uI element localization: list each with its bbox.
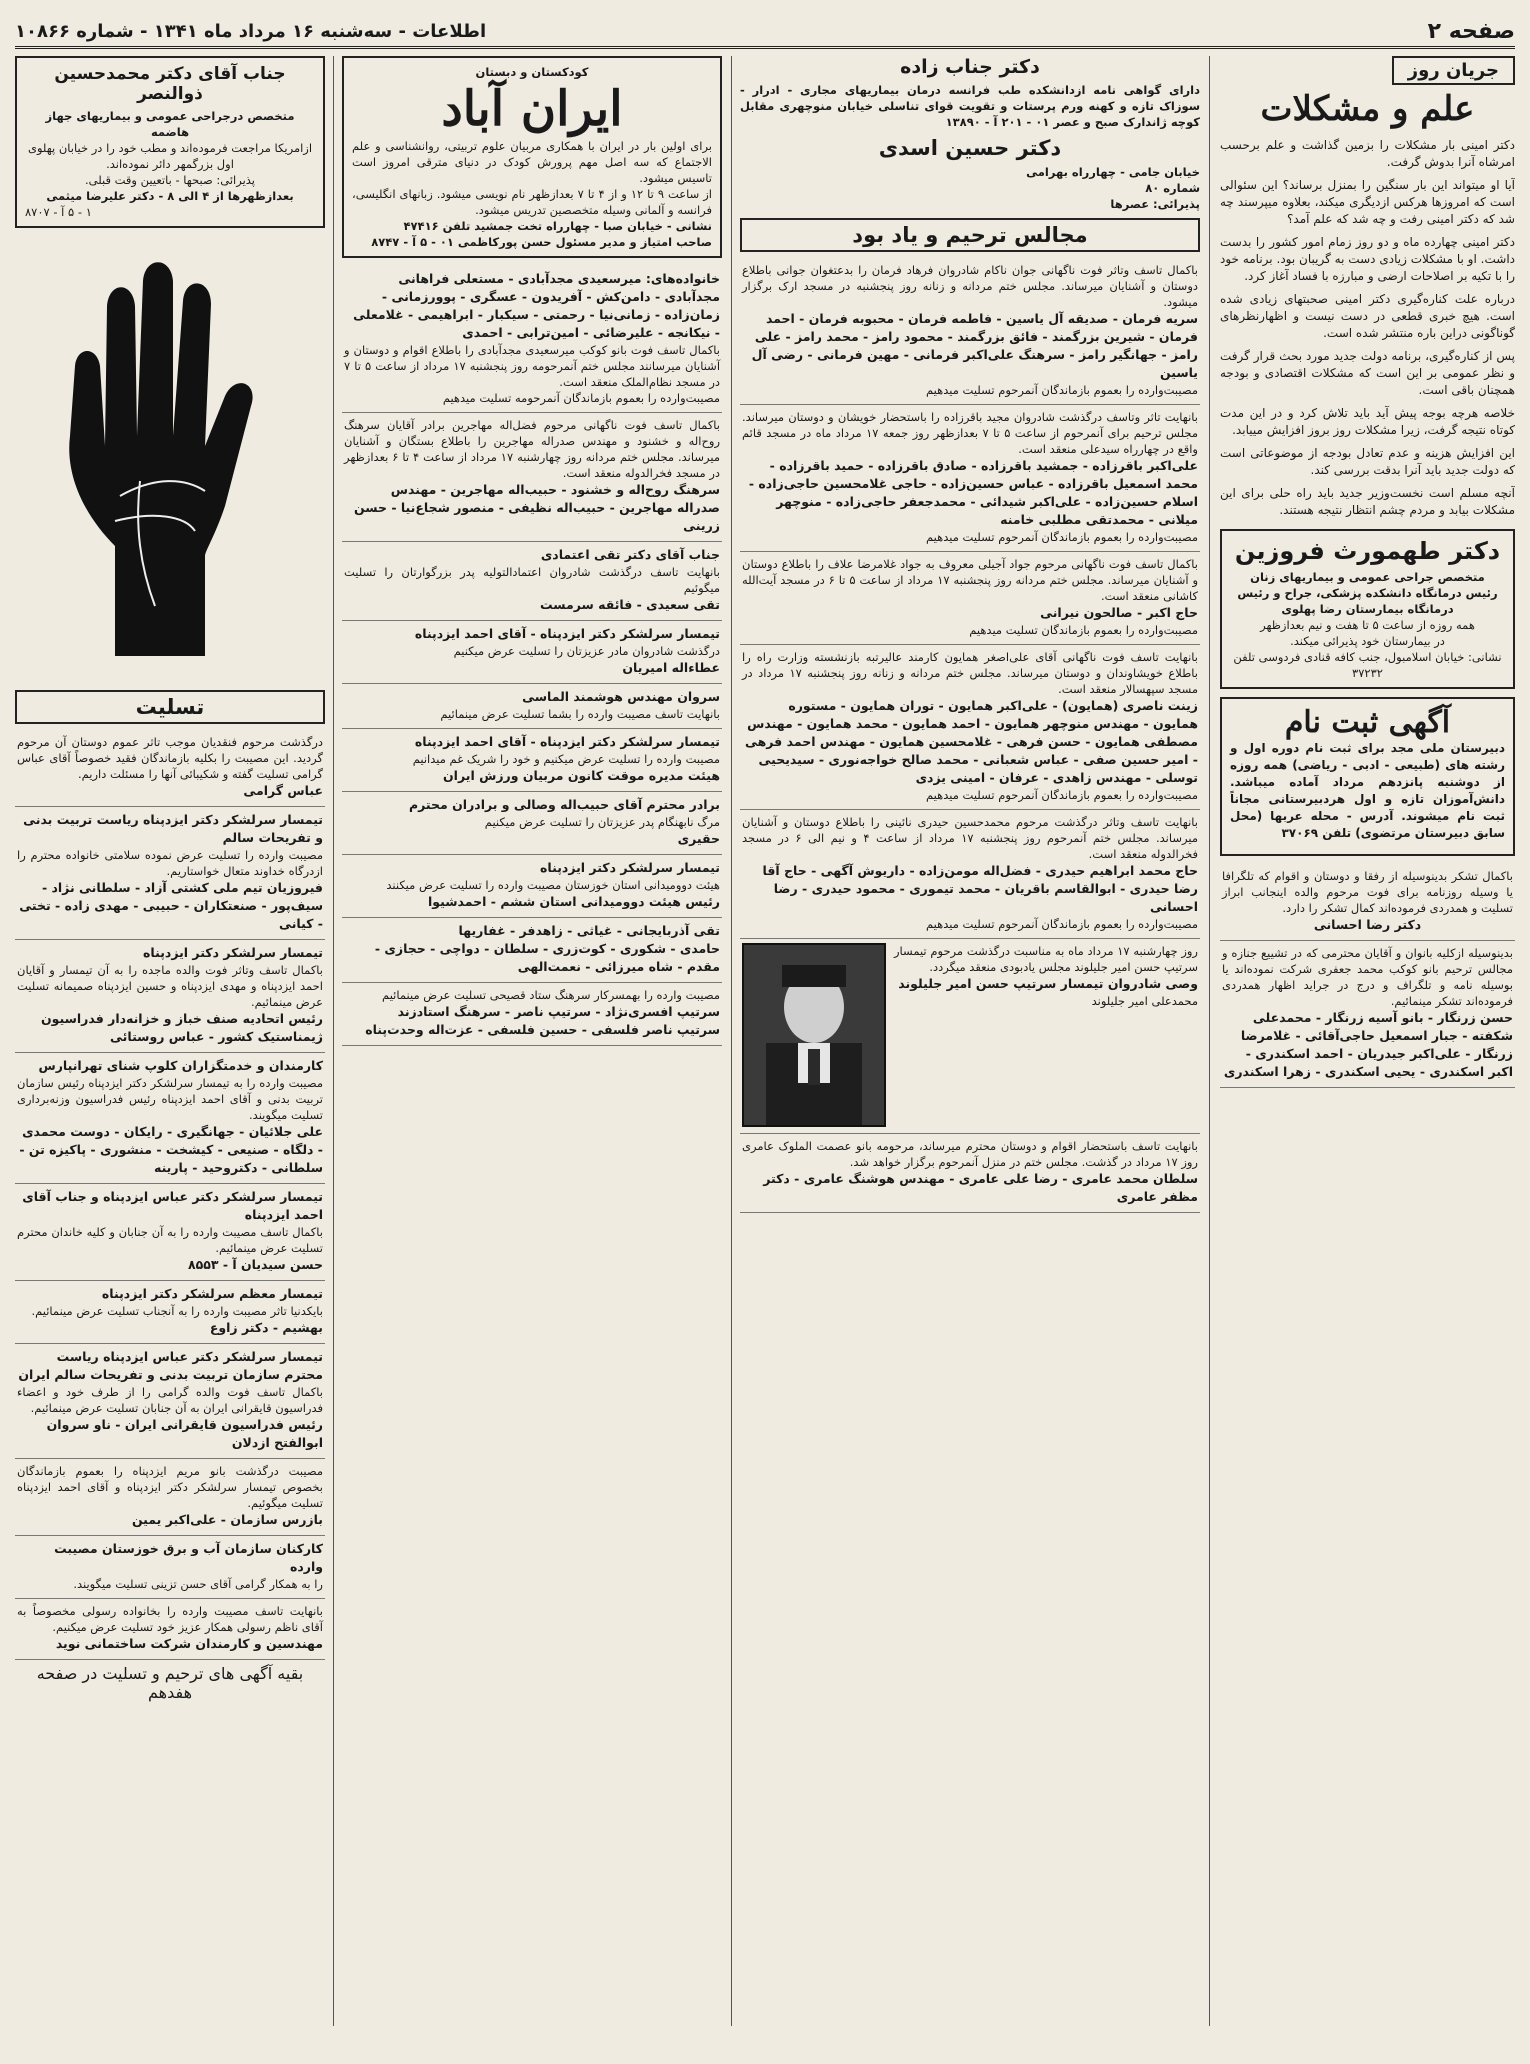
condolence-head: تقی آذربایجانی - غیاثی - زاهدفر - غفاریها (458, 923, 720, 938)
school-line: نشانی - خیابان صبا - چهارراه تخت جمشید تلفن ۴۷۴۱۶ (403, 219, 712, 233)
condolence-signature: فیروزیان تیم ملی کشتی آزاد - سلطانی نژاد - سیف‌پور - صنعتکاران - حبیبی - مهدی زاده - تختی - کیانی (19, 880, 323, 931)
condolence-text: مصیبت درگذشت بانو مریم ایزدپناه را بعموم بازماندگان بخصوص تیمسار سرلشکر دکتر ایزدپناه و آقای احمد ایزدپناه تسلیت میگوئیم. (17, 1464, 323, 1510)
column-right (1220, 56, 1515, 2026)
condolence-text: باکمال تاسف مصیبت وارده را به آن جنابان و کلیه خاندان محترم تسلیت عرض مینمائیم. (17, 1225, 323, 1255)
obituary-text: باکمال تاسف وتاثر فوت ناگهانی جوان ناکام شادروان فرهاد فرمان را بدعتغوان جوانی باطلاع دوستان و آشنایان میرساند. مجلس ختم مردانه و زنانه روز پنجشنبه در مسجد ارک برگزار میشود. (742, 263, 1198, 309)
condolence (15, 1459, 325, 1536)
clinic-line: در بیمارستان خود پذیرائی میکند. (1290, 634, 1445, 648)
registration-text: دبیرستان ملی مجد برای ثبت نام دوره اول و رشته های (طبیعی - ادبی - ریاضی) همه روزه از دوشنبه پانزدهم مرداد آماده میباشد. دانش‌آموزان تازه و اول هردبیرستانی مجاناً ثبت نام میشوند. آدرس - محله عربها (محل سابق دبیرستان مرتضوی) تلفن ۳۷۰۶۹ (1230, 741, 1505, 840)
column-mid-right (740, 56, 1200, 2026)
hand-icon (45, 246, 295, 666)
obituary-footer: مصیبت‌وارده را بعموم بازماندگان آنمرحومه تسلیت میدهیم (442, 391, 720, 405)
condolence (342, 918, 722, 983)
clinic-ad (1220, 529, 1515, 689)
obituary-footer: مصیبت‌وارده را بعموم بازماندگان آنمرحوم تسلیت میدهیم (926, 530, 1198, 544)
condolence-signature: بهشیم - دکتر زاوع (209, 1320, 323, 1335)
obituary-names: وصی شادروان تیمسار سرتیپ حسن امیر جلیلوند (898, 976, 1198, 991)
obituary (740, 810, 1200, 939)
obituary-names: حاج اکبر - صالحون نیرانی (1040, 605, 1198, 620)
condolence-signature: تقی سعیدی - فائقه سرمست (540, 597, 720, 612)
condolence-signature: عطاءاله امیریان (622, 660, 720, 675)
condolence-head: تیمسار معظم سرلشکر دکتر ایزدپناه (101, 1286, 323, 1301)
memorial-banner: مجالس ترحیم و یاد بود (740, 218, 1200, 252)
condolence (342, 729, 722, 792)
obituary-footer: محمدعلی امیر جلیلوند (1091, 994, 1198, 1008)
clinic-line: درمانگاه بیمارستان رضا پهلوی (1281, 602, 1454, 616)
school-line: صاحب امتیاز و مدیر مسئول حسن پورکاظمی ۰۱ - ۵ آ - ۸۷۴۷ (371, 235, 712, 249)
condolence-signature: هیئت مدیره موقت کانون مربیان ورزش ایران (443, 768, 720, 783)
condolence-signature: بازرس سازمان - علی‌اکبر یمین (131, 1512, 323, 1527)
obituary (740, 939, 1200, 1134)
condolence (15, 1184, 325, 1281)
condolence-text: باکمال تاسف وتاثر فوت والده ماجده را به آن تیمسار و آقایان احمد ایزدپناه و مهدی ایزدپناه و حسین ایزدپناه صمیمانه تسلیت عرض مینمائیم. (17, 963, 323, 1009)
obituary (740, 258, 1200, 405)
condolence-signature: حسن سیدیان آ - ۸۵۵۳ (187, 1257, 323, 1272)
condolence (342, 792, 722, 855)
condolence (15, 1344, 325, 1459)
obituary-names: سلطان محمد عامری - رضا علی عامری - مهندس هوشنگ عامری - دکتر مظفر عامری (763, 1171, 1198, 1204)
column-rule (1209, 56, 1210, 2026)
condolence-signature: رئیس فدراسیون قایقرانی ایران - ناو سروان ابوالفتح ازدلان (46, 1417, 323, 1450)
surgeon-ad (15, 56, 325, 228)
article-paragraph: آنچه مسلم است نخست‌وزیر جدید باید راه حلی برای این مشکلات بیابد و مردم چشم انتظار نتیجه هستند. (1220, 486, 1515, 517)
school-kicker: کودکستان و دبستان (475, 65, 589, 79)
portrait-photo (742, 943, 886, 1127)
condolence-head: سرتیپ افسری‌نژاد - سرتیپ ناصر - سرهنگ استادزند (397, 1004, 720, 1019)
obituary (342, 266, 722, 413)
condolence-head: تیمسار سرلشکر دکتر ایزدپناه ریاست تربیت بدنی و تفریحات سالم (23, 812, 323, 845)
article-paragraph: خلاصه هرچه بوجه پیش آید باید تلاش کرد و در این مدت کوتاه نتیجه گرفت، زیرا مشکلات روز بروز افزایش مییابد. (1220, 406, 1515, 437)
condolence-signature: رئیس اتحادیه صنف خباز و خزانه‌دار فدراسیون ژیمناستیک کشور - عباس روستائی (40, 1011, 323, 1044)
palm-illustration (15, 236, 325, 676)
doctor2-line: شماره ۸۰ (1145, 181, 1200, 195)
clinic-title: دکتر طهمورث فروزین (1234, 537, 1501, 565)
obituary-text: روز چهارشنبه ۱۷ مرداد ماه به مناسبت درگذشت مرحوم تیمسار سرتیپ حسن امیر جلیلوند مجلس یادبودی منعقد میگردد. (894, 944, 1198, 974)
registration-ad (1220, 697, 1515, 856)
article-body (1220, 137, 1515, 519)
school-line: از ساعت ۹ تا ۱۲ و از ۴ تا ۷ بعدازظهر نام نویسی میشود. زبانهای انگلیسی، فرانسه و آلمانی وسیله متخصصین تدریس میشود. (352, 187, 712, 217)
portrait-image (744, 945, 884, 1125)
doctor2-line: پذیرائی: عصرها (1110, 197, 1200, 211)
condolence-text: مصیبت وارده را بهمسرکار سرهنگ ستاد قصیحی تسلیت عرض مینمائیم (382, 988, 720, 1002)
column-rule (333, 56, 334, 2026)
doctor2-line: خیابان جامی - چهارراه بهرامی (1026, 165, 1200, 179)
obituary-names: علی‌اکبر باقرزاده - جمشید باقرزاده - صادق باقرزاده - حمید باقرزاده - محمد اسمعیل باقرزاده - عباس حسین‌زاده - حاجی غلامحسین حاجی‌زاده - اسلام حسین‌زاده - علی‌اکبر شیدائی - محمدجعفر حاجی‌زاده - منوچهر میلانی - محمدتقی مطلبی خامنه (748, 458, 1198, 527)
thanks-names: حسن زرنگار - بانو آسیه زرنگار - محمدعلی شکفته - جبار اسمعیل حاجی‌آقائی - غلامرضا زرنگار - علی‌اکبر جیدریان - احمد اسکندری - اکبر اسکندری - یحیی اسکندری - زهرا اسکندری (1223, 1010, 1513, 1079)
column-rule (731, 56, 732, 2026)
condolence (15, 1536, 325, 1599)
condolence-text: حامدی - شکوری - کوت‌زری - سلطان - دواچی - حجازی - مقدم - شاه میرزائی - نعمت‌الهی (374, 941, 720, 974)
article-headline: علم و مشکلات (1260, 89, 1475, 129)
obituary-families: خانواده‌های: میرسعیدی مجدآبادی - مستعلی فراهانی مجدآبادی - دامن‌کش - آفریدون - عسگری - پوورزمانی - زمان‌زاده - زمانی‌نیا - رحمتی - سیکبار - ابراهیمی - غلامعلی - نیکانجه - علیرضائی - امین‌ترابی - احمدی (353, 271, 720, 340)
obituary-text: بانهایت تاثر وتاسف درگذشت شادروان مجید باقرزاده را باستحضار خویشان و دوستان میرساند. مجلس ترحیم برای آنمرحوم از ساعت ۵ تا ۷ بعدازظهر روز جمعه ۱۷ مرداد ماه در مسجد قائم واقع در چهارراه سیدعلی منعقد است. (742, 410, 1198, 456)
thanks-text: بدینوسیله ازکلیه بانوان و آقایان محترمی که در تشییع جنازه و مجالس ترحیم بانو کوکب محمد جعفری شرکت نموده‌اند یا بوسیله نامه و تلگراف و درج در جراید اظهار همدردی فرموده‌اند تشکر مینمائیم. (1222, 946, 1513, 1008)
condolence-signature: عباس گرامی (243, 783, 323, 798)
article-paragraph: دکتر امینی بار مشکلات را بزمین گذاشت و علم برحسب امرشاه آنرا بدوش گرفت. (1220, 138, 1515, 169)
masthead (15, 16, 1515, 49)
condolence-text: بانهایت تاسف درگذشت شادروان اعتمادالتولیه پدر بزرگوارتان را تسلیت میگوئیم (344, 565, 720, 595)
obituary-names: حاج محمد ابراهیم حیدری - فضل‌اله مومن‌زاده - داریوش آگهی - حاج آقا رضا حیدری - ابوالقاسم باقریان - محمد تیموری - محمود حیدری - رضا احسانی (762, 863, 1198, 914)
condolence-text: درگذشت مرحوم فنقدیان موجب تاثر عموم دوستان آن مرحوم گردید. این مصیبت را بکلیه بازماندگان فقید خصوصاً آقای عباس گرامی تسلیت گفته و شکیبائی آنها را مسئلت داریم. (17, 735, 323, 781)
condolence-text: بانهایت تاسف مصیبت وارده را بشما تسلیت عرض مینمائیم (440, 707, 720, 721)
condolence (15, 807, 325, 940)
condolence-signature: علی جلائیان - جهانگیری - رایکان - دوست محمدی - دلگاه - صنیعی - کیشخت - منشوری - پاکیزه تن - سلطانی - دکتروحید - پارینه (19, 1124, 323, 1175)
article-paragraph: پس از کناره‌گیری، برنامه دولت جدید مورد بحث قرار گرفت و نظر عمومی بر این است که مشکلات اقتصادی و بودجه همچنان باقی است. (1220, 349, 1515, 397)
condolence-text: مصیبت وارده را به تیمسار سرلشکر دکتر ایزدپناه رئیس سازمان تربیت بدنی و آقای احمد ایزدپناه رئیس فدراسیون وزنه‌برداری تسلیت میگویند. (17, 1076, 323, 1122)
page-label: صفحه ۲ (1427, 18, 1515, 44)
obituary-footer: مصیبت‌وارده را بعموم بازماندگان آنمرحوم تسلیت میدهیم (926, 917, 1198, 931)
condolence (342, 684, 722, 729)
obituary (740, 405, 1200, 552)
condolence-text: مصیبت وارده را تسلیت عرض میکنیم و خود را شریک غم میدانیم (412, 752, 720, 766)
obituary-names: زینت ناصری (همایون) - علی‌اکبر همایون - توران همایون - مستوره همایون - مهندس منوچهر همایون - احمد همایون - محمد همایون - مهندس مصطفی همایون - حسن فرهی - غلامحسین همایون - مهندس احمد فرهی - امیر حسین صفی - عباس شعبانی - محمد صالح خواجه‌نوری - سیدیحیی توسلی - مهندس زاهدی - عرفان - امینی یزدی (744, 698, 1198, 785)
obituary (740, 645, 1200, 810)
school-line: برای اولین بار در ایران با همکاری مربیان علوم تربیتی، روانشناسی و علم الاجتماع که سه اصل مهم پرورش کودک در دنیای مترقی امروز است تاسیس میشود. (352, 139, 712, 185)
thanks-notice (1220, 941, 1515, 1088)
clinic-line: متخصص جراحی عمومی و بیماریهای زنان (1250, 570, 1485, 584)
condolence-text: مصیبت وارده را تسلیت عرض نموده سلامتی خانواده محترم را ازدرگاه خداوند متعال خواستاریم. (17, 848, 323, 878)
condolence (15, 1599, 325, 1660)
condolence (342, 542, 722, 621)
condolence-text: بایکدنیا تاثر مصیبت وارده را به آنجناب تسلیت عرض مینمائیم. (31, 1304, 323, 1318)
condolence-head: جناب آقای دکتر تقی اعتمادی (540, 547, 720, 562)
obituary-text: باکمال تاسف فوت بانو کوکب میرسعیدی مجدآبادی را باطلاع اقوام و دوستان و آشنایان میرسانند مجلس ختم آنمرحومه روز پنجشنبه ۱۷ مرداد از ساعت ۵ تا ۷ در مسجد نظام‌الملک منعقد است. (344, 343, 721, 389)
clinic-line: همه روزه از ساعت ۵ تا هفت و نیم بعدازظهر (1260, 618, 1475, 632)
newspaper-page (15, 16, 1515, 2026)
column-left (15, 56, 325, 2026)
condolence (15, 1281, 325, 1344)
thanks-text: باکمال تشکر بدینوسیله از رفقا و دوستان و اقوام که تلگرافا یا وسیله روزنامه برای فوت مرحوم والده اینجانب ابراز تسلیت و همدردی فرموده‌اند کمال تشکر را دارد. (1222, 869, 1513, 915)
condolence-banner: تسلیت (15, 690, 325, 724)
obituary-text: بانهایت تاسف وتاثر درگذشت مرحوم محمدحسین حیدری نائینی را باطلاع دوستان و آشنایان میرساند. مجلس ختم آنمرحوم روز پنجشنبه ۱۷ مرداد از ساعت ۴ و نیم الی ۶ در مسجد فخرالدوله منعقد است. (742, 815, 1198, 861)
obituary (740, 552, 1200, 645)
article-paragraph: این افزایش هزینه و عدم تعادل بودجه از موضوعاتی است که دولت جدید باید آنرا بدقت بررسی کند. (1220, 446, 1515, 477)
article-paragraph: دکتر امینی چهارده ماه و دو روز زمام امور کشور را بدست داشت. او با مشکلات زیادی دست به گریبان بود. برنامه خود را با تکیه بر اصلاحات ارضی و مبارزه با فساد آغاز کرد. (1220, 235, 1515, 283)
condolence-head: تیمسار سرلشکر دکتر عباس ایزدپناه ریاست محترم سازمان تربیت بدنی و تفریحات سالم ایران (18, 1349, 323, 1382)
condolence-signature: حقیری (677, 831, 720, 846)
condolence (342, 855, 722, 918)
clinic-line: نشانی: خیابان اسلامبول، جنب کافه قنادی فردوسی تلفن ۳۷۲۳۲ (1233, 650, 1502, 680)
surgeon-line: ازامریکا مراجعت فرموده‌اند و مطب خود را در خیابان پهلوی اول بزرگمهر دائر نموده‌اند. (27, 141, 313, 171)
obituary-text: بانهایت تاسف باستحضار اقوام و دوستان محترم میرساند، مرحومه بانو عصمت الملوک عامری روز ۱۷ مرداد در گذشت. مجلس ختم در منزل آنمرحوم برگزار خواهد شد. (742, 1139, 1198, 1169)
condolence-head: تیمسار سرلشکر دکتر ایزدپناه (143, 945, 323, 960)
doctor-text: دارای گواهی نامه ازدانشکده طب فرانسه درمان بیماریهای مجاری - ادرار - سوزاک تازه و کهنه ورم پرستات و تقویت قوای تناسلی خیابان منوچهری مقابل کوچه ژاندارک صبح و عصر ۰۱ - ۲۰۱ آ - ۱۳۸۹۰ (740, 83, 1200, 129)
condolence-text: بانهایت تاسف مصیبت وارده را بخانواده رسولی مخصوصاً به آقای ناظم رسولی همکار عزیز خود تسلیت عرض میکنیم. (17, 1604, 323, 1634)
school-title: ایران آباد (441, 81, 623, 137)
obituary-names: سریه فرمان - صدیقه آل یاسین - فاطمه فرمان - محبوبه فرمان - احمد فرمان - شیرین بزرگمند - فائق بزرگمند - محمود رامز - محمد رامز - علی رامز - جهانگیر رامز - سرهنگ علی‌اکبر فرمانی - مهین فرمانی - رضی آل یاسین (751, 311, 1198, 380)
surgeon-line: متخصص درجراحی عمومی و بیماریهای جهاز هاضمه (45, 109, 295, 139)
school-ad (342, 56, 722, 258)
doctor-title: دکتر جناب زاده (900, 56, 1040, 78)
condolence (15, 1053, 325, 1184)
condolence-head: سروان مهندس هوشمند الماسی (522, 689, 720, 704)
surgeon-line: ۱ - ۵ آ - ۸۷۰۷ (25, 205, 92, 219)
registration-title: آگهی ثبت نام (1284, 705, 1451, 740)
surgeon-title: جناب آقای دکتر محمدحسین ذوالنصر (54, 64, 286, 104)
condolence-head: تیمسار سرلشکر دکتر ایزدپناه - آقای احمد ایزدپناه (414, 734, 720, 749)
obituary-text: باکمال تاسف فوت ناگهانی مرحوم جواد آجیلی معروف به جواد غلامرضا علاف را باطلاع دوستان و آشنایان میرساند. مجلس ختم مردانه روز پنجشنبه ۱۷ مرداد از ساعت ۵ تا ۶ در مسجد آیت‌الله کاشانی منعقد است. (742, 557, 1198, 603)
column-mid-left (342, 56, 722, 2026)
obituary (740, 1134, 1200, 1213)
condolence-text: را به همکار گرامی آقای حسن تزینی تسلیت میگویند. (73, 1577, 323, 1591)
masthead-info: اطلاعات - سه‌شنبه ۱۶ مرداد ماه ۱۳۴۱ - شماره ۱۰۸۶۶ (15, 20, 487, 42)
condolence (15, 940, 325, 1053)
condolence-signature: رئیس هیئت دوومیدانی استان ششم - احمدشیوا (428, 894, 720, 909)
thanks-notice (1220, 864, 1515, 941)
condolence (15, 730, 325, 807)
obituary-footer: مصیبت‌وارده را بعموم بازماندگان آنمرحوم تسلیت میدهیم (926, 383, 1198, 397)
clinic-line: رئیس درمانگاه دانشکده پزشکی، جراح و رئیس (1237, 586, 1498, 600)
obituary (342, 413, 722, 542)
obituary-footer: مصیبت‌وارده را بعموم بازماندگان تسلیت میدهیم (969, 623, 1198, 637)
condolence-text: درگذشت شادروان مادر عزیزتان را تسلیت عرض میکنیم (453, 644, 720, 658)
condolence-head: تیمسار سرلشکر دکتر عباس ایزدپناه و جناب آقای احمد ایزدپناه (22, 1189, 323, 1222)
obituary-names: سرهنگ روح‌اله و خشنود - حبیب‌اله مهاجرین - مهندس صدراله مهاجرین - حبیب‌اله نظیفی - منصور شجاع‌نیا - حسن زرینی (353, 482, 720, 533)
obituary-footer: مصیبت‌وارده را بعموم بازماندگان آنمرحوم تسلیت میدهیم (926, 788, 1198, 802)
doctor2-title: دکتر حسین اسدی (878, 136, 1062, 160)
thanks-signature: دکتر رضا احسانی (1313, 917, 1422, 932)
condolence-text: هیئت دوومیدانی استان خوزستان مصیبت وارده را تسلیت عرض میکنند (386, 878, 720, 892)
article-paragraph: آیا او میتواند این بار سنگین را بمنزل برساند؟ این سئوالی است که امروزها هرکس ازدیگری میکند، بعلاوه میپرسند چه شد که دکتر امینی رفت و چه شد که علم آمد؟ (1220, 178, 1515, 226)
condolence-signature: مهندسین و کارمندان شرکت ساختمانی نوید (55, 1636, 323, 1651)
surgeon-line: بعدازظهرها از ۴ الی ۸ - دکتر علیرضا میثمی (46, 189, 294, 203)
surgeon-line: پذیرائی: صبحها - باتعیین وقت قبلی. (84, 173, 256, 187)
article-paragraph: درباره علت کناره‌گیری دکتر امینی صحبتهای زیادی شده است. هیچ خبری قطعی در دست نیست و اظهارنظرهای گوناگونی دراین باره منتشر شده است. (1220, 292, 1515, 340)
doctor-ad (740, 56, 1200, 212)
condolence-signature: سرتیپ ناصر فلسفی - حسین فلسفی - عزت‌اله وحدت‌پناه (365, 1022, 720, 1037)
continued-note: بقیه آگهی های ترحیم و تسلیت در صفحه هفدهم (36, 1664, 304, 1702)
obituary-text: باکمال تاسف فوت ناگهانی مرحوم فضل‌اله مهاجرین برادر آقایان سرهنگ روح‌اله و خشنود و مهندس صدراله مهاجرین را باطلاع بستگان و آشنایان میرساند. مجلس ختم مردانه روز چهارشنبه ۱۷ مرداد از ساعت ۴ تا ۶ بعدازظهر در مسجد فخرالدوله منعقد است. (344, 418, 720, 480)
condolence-head: تیمسار سرلشکر دکتر ایزدپناه (540, 860, 720, 875)
condolence (342, 983, 722, 1046)
condolence-text: مرگ نابهنگام پدر عزیزتان را تسلیت عرض میکنیم (484, 815, 720, 829)
condolence-head: تیمسار سرلشکر دکتر ایزدپناه - آقای احمد ایزدپناه (414, 626, 720, 641)
condolence-head: کارکنان سازمان آب و برق خوزستان مصیبت وارده (54, 1541, 323, 1574)
condolence (342, 621, 722, 684)
section-tag: جریان روز (1392, 56, 1515, 85)
condolence-head: برادر محترم آقای حبیب‌اله وصالی و برادران محترم (409, 797, 720, 812)
condolence-text: باکمال تاسف فوت والده گرامی را از طرف خود و اعضاء فدراسیون قایقرانی ایران به آن جنابان تسلیت عرض مینمائیم. (17, 1385, 323, 1415)
condolence-head: کارمندان و خدمتگزاران کلوپ شنای تهرانپارس (38, 1058, 323, 1073)
obituary-text: بانهایت تاسف فوت ناگهانی آقای علی‌اصغر همایون کارمند عالیرتبه بازنشسته وزارت راه را باطلاع خویشاوندان و دوستان میرساند. مجلس ختم مردانه و زنانه روز پنجشنبه ۱۷ مرداد در مسجد سپهسالار منعقد است. (742, 650, 1198, 696)
